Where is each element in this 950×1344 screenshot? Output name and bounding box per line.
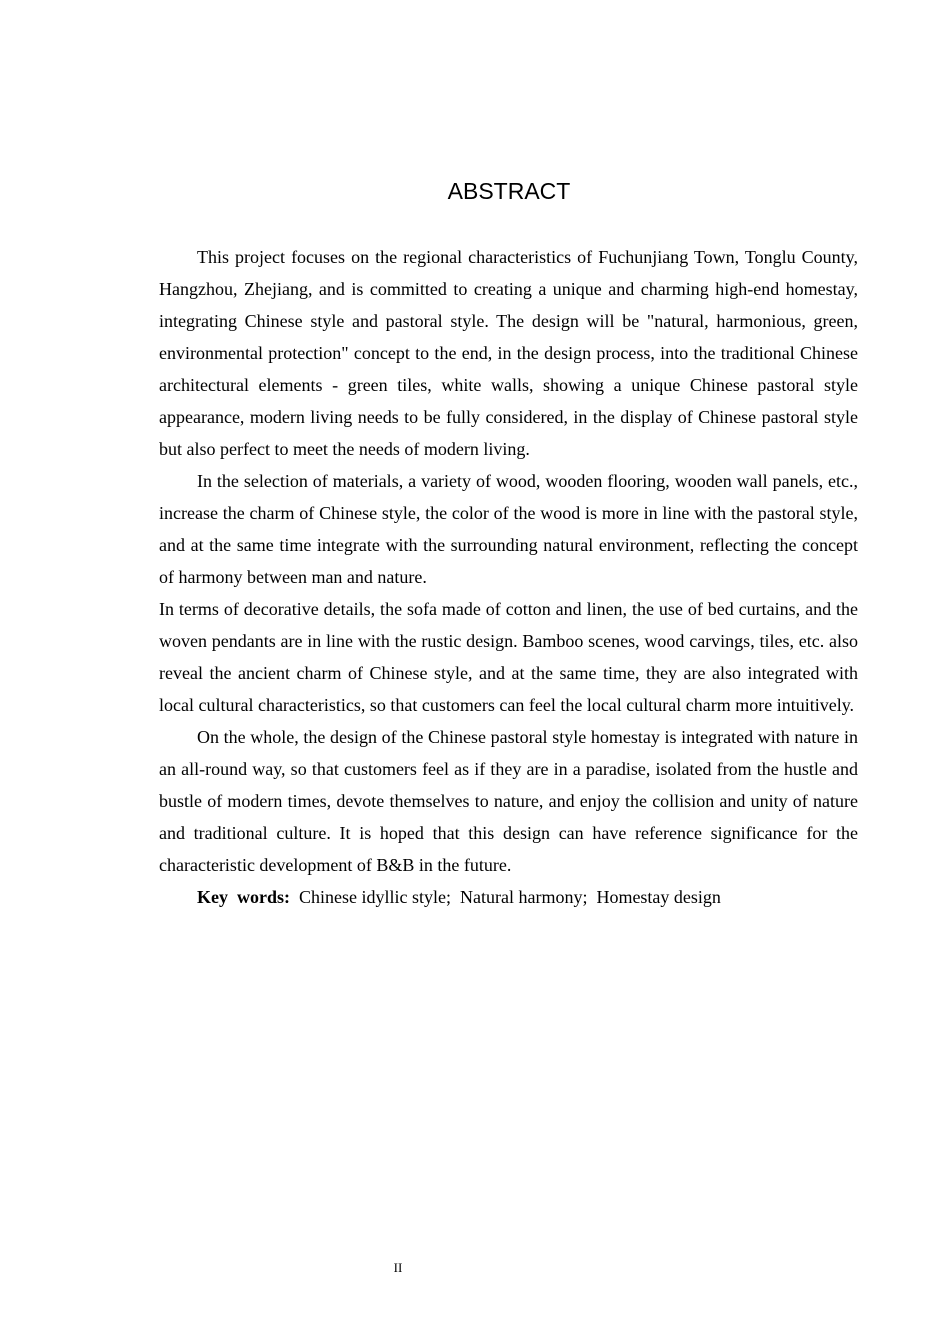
- abstract-paragraph-3: In terms of decorative details, the sofa made of cotton and linen, the use of bed curtains, and the woven pendants are in line with the rustic design. Bamboo scenes, wood carvings, tiles, etc. also reveal the ancient charm of Chinese style, and at the same time, they are also integrated with local cultural characteristics, so that customers can feel the local cultural charm more intuitively.: [159, 599, 858, 715]
- abstract-paragraph-4: On the whole, the design of the Chinese pastoral style homestay is integrated with nature in an all-round way, so that customers feel as if they are in a paradise, isolated from the hustle and bustle of modern times, devote themselves to nature, and enjoy the collision and unity of nature and traditional culture. It is hoped that this design can have reference significance for the characteristic development of B&B in the future.: [159, 727, 858, 875]
- abstract-paragraph-1: This project focuses on the regional characteristics of Fuchunjiang Town, Tonglu County, Hangzhou, Zhejiang, and is committed to creating a unique and charming high-end homestay, integrating Chinese style and pastoral style. The design will be "natural, harmonious, green, environmental protection" concept to the end, in the design process, into the traditional Chinese architectural elements - green tiles, white walls, showing a unique Chinese pastoral style appearance, modern living needs to be fully considered, in the display of Chinese pastoral style but also perfect to meet the needs of modern living.: [159, 247, 858, 459]
- page-number: II: [393, 1260, 403, 1275]
- abstract-title: ABSTRACT: [447, 178, 571, 204]
- keywords-line: [159, 881, 858, 913]
- abstract-body: [159, 241, 858, 913]
- abstract-paragraph-2: In the selection of materials, a variety of wood, wooden flooring, wooden wall panels, etc., increase the charm of Chinese style, the color of the wood is more in line with the pastoral style, and at the same time integrate with the surrounding natural environment, reflecting the concept of harmony between man and nature.: [159, 471, 858, 587]
- keywords-label: Key words:: [197, 887, 290, 907]
- keywords-text: Chinese idyllic style; Natural harmony; Homestay design: [290, 887, 721, 907]
